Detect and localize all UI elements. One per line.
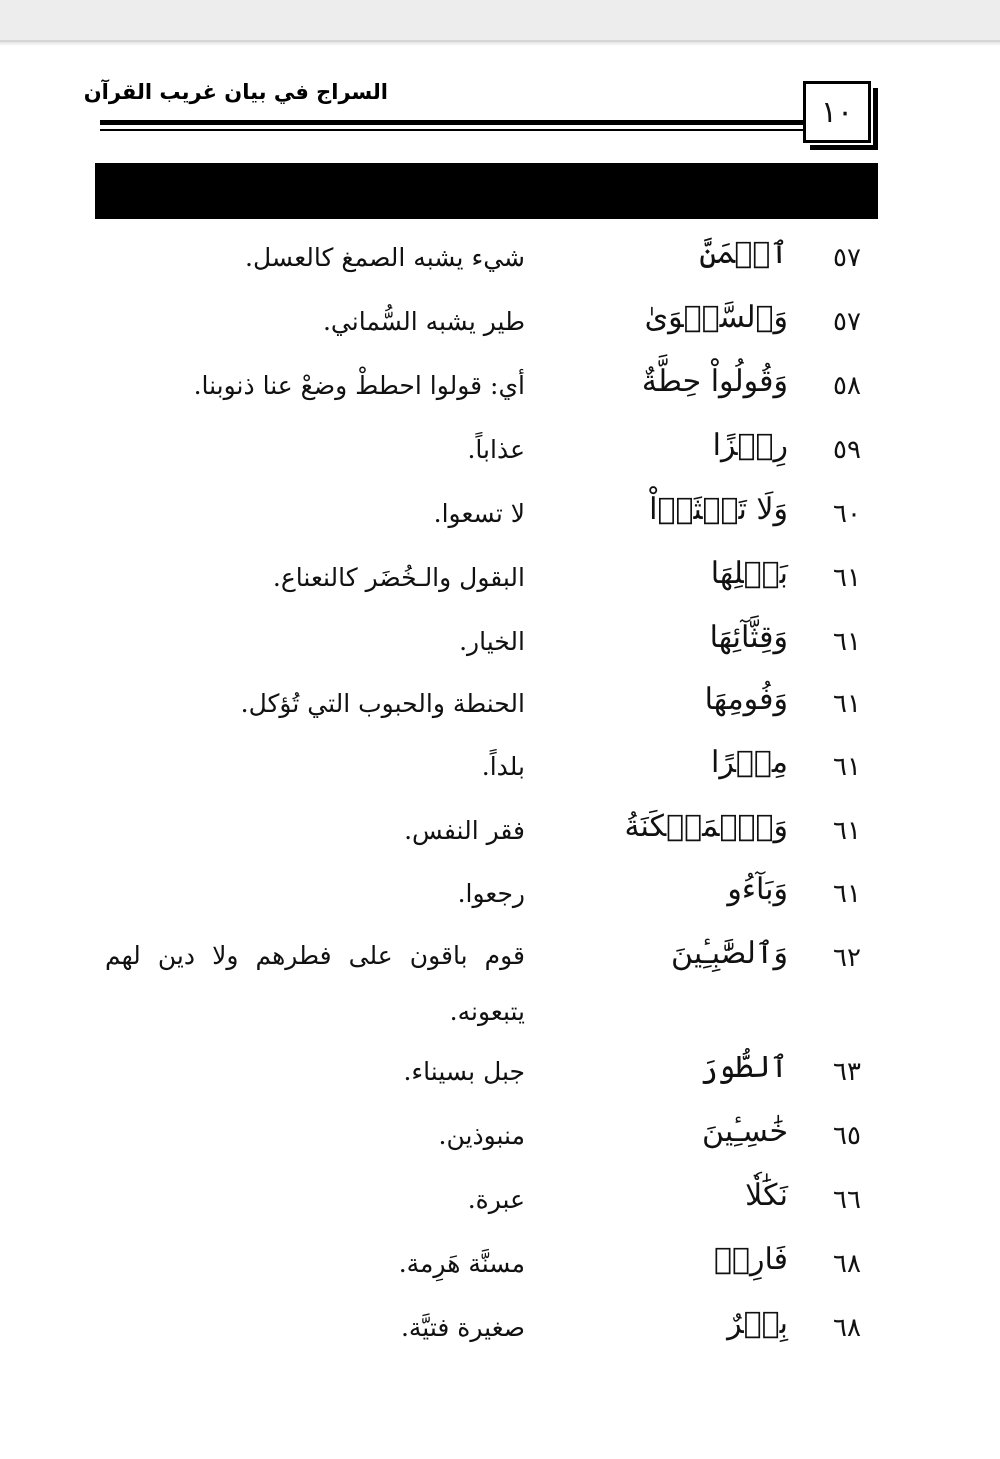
- word-meaning: جبل بسيناء.: [403, 1057, 525, 1086]
- word-meaning: فقر النفس.: [404, 816, 525, 845]
- verse-number: ٦١: [833, 752, 861, 782]
- word-meaning: عذاباً.: [467, 435, 525, 464]
- quran-word: وَفُومِهَا: [704, 682, 788, 717]
- quran-word: وَقِثَّآئِهَا: [709, 620, 788, 655]
- quran-word: وَلَا تَعۡثَوۡاْ: [649, 492, 788, 527]
- word-meaning: أي: قولوا احططْ وضعْ عنا ذنوبنا.: [193, 371, 525, 400]
- list-item: [0, 1178, 1000, 1238]
- verse-number: ٦١: [833, 563, 861, 593]
- verse-number: ٥٧: [833, 307, 861, 337]
- word-meaning: الخيار.: [459, 627, 525, 656]
- quran-word: ٱلطُّورَ: [700, 1050, 788, 1085]
- verse-number: ٦٥: [833, 1121, 861, 1151]
- verse-number: ٦٠: [833, 499, 861, 529]
- quran-word: مِصۡرًا: [711, 745, 788, 780]
- verse-number: ٥٨: [833, 371, 861, 401]
- list-item: [0, 745, 1000, 805]
- list-item: [0, 620, 1000, 680]
- list-item: [0, 1242, 1000, 1302]
- list-item: [0, 1050, 1000, 1110]
- word-meaning: منبوذين.: [438, 1121, 525, 1150]
- word-meaning: صغيرة فتيَّة.: [400, 1313, 525, 1342]
- word-meaning: طير يشبه السُّماني.: [322, 307, 525, 336]
- word-meaning: لا تسعوا.: [433, 499, 525, 528]
- list-item: [0, 928, 1000, 1038]
- list-item: [0, 682, 1000, 742]
- quran-word: ٱلۡمَنَّ: [699, 236, 788, 271]
- word-meaning: البقول والـخُضَر كالنعناع.: [272, 563, 525, 592]
- list-item: [0, 809, 1000, 869]
- quran-word: نَكَٰلٗا: [745, 1178, 788, 1213]
- list-item: [0, 1114, 1000, 1174]
- quran-word: رِجۡزًا: [712, 428, 788, 463]
- quran-word: بَقۡلِهَا: [710, 556, 788, 591]
- list-item: [0, 236, 1000, 296]
- verse-number: ٦١: [833, 816, 861, 846]
- verse-number: ٦٢: [833, 943, 861, 973]
- verse-number: ٦٨: [833, 1313, 861, 1343]
- verse-number: ٦٣: [833, 1057, 861, 1087]
- header-rule-thin: [100, 129, 805, 131]
- quran-word: وَٱلۡمَسۡكَنَةُ: [624, 809, 788, 844]
- section-band: [95, 163, 878, 219]
- word-meaning: مسنَّة هَرِمة.: [398, 1249, 525, 1278]
- list-item: [0, 492, 1000, 552]
- viewer-top-bar: [0, 0, 1000, 42]
- list-item: [0, 872, 1000, 932]
- quran-word: خَٰسِـِٔينَ: [702, 1114, 788, 1149]
- verse-number: ٦٨: [833, 1249, 861, 1279]
- word-meaning: رجعوا.: [457, 879, 525, 908]
- list-item: [0, 364, 1000, 424]
- word-meaning: شيء يشبه الصمغ كالعسل.: [245, 243, 525, 272]
- quran-word: فَارِضٞ: [714, 1242, 788, 1277]
- verse-number: ٥٩: [833, 435, 861, 465]
- list-item: [0, 300, 1000, 360]
- list-item: [0, 556, 1000, 616]
- quran-word: وَٱلصَّٰبِـِٔينَ: [671, 936, 788, 971]
- verse-number: ٦١: [833, 879, 861, 909]
- list-item: [0, 428, 1000, 488]
- header-rule: [100, 120, 805, 125]
- verse-number: ٥٧: [833, 243, 861, 273]
- verse-number: ٦٦: [833, 1185, 861, 1215]
- quran-word: وَبَآءُو: [727, 872, 788, 907]
- verse-number: ٦١: [833, 689, 861, 719]
- list-item: [0, 1306, 1000, 1366]
- word-meaning: قوم باقون على فطرهم ولا دين لهم يتبعونه.: [105, 941, 525, 1026]
- quran-word: بِكۡرٌ: [727, 1306, 788, 1341]
- word-meaning: عبرة.: [467, 1185, 525, 1214]
- quran-word: وَقُولُواْ حِطَّةٌ: [641, 364, 788, 399]
- book-title: السراج في بيان غريب القرآن: [83, 80, 388, 104]
- page-number: ١٠: [803, 81, 871, 143]
- quran-word: وَٱلسَّلۡوَىٰ: [644, 300, 788, 335]
- word-meaning: الحنطة والحبوب التي تُؤكل.: [240, 689, 525, 718]
- word-meaning: بلداً.: [481, 752, 525, 781]
- verse-number: ٦١: [833, 627, 861, 657]
